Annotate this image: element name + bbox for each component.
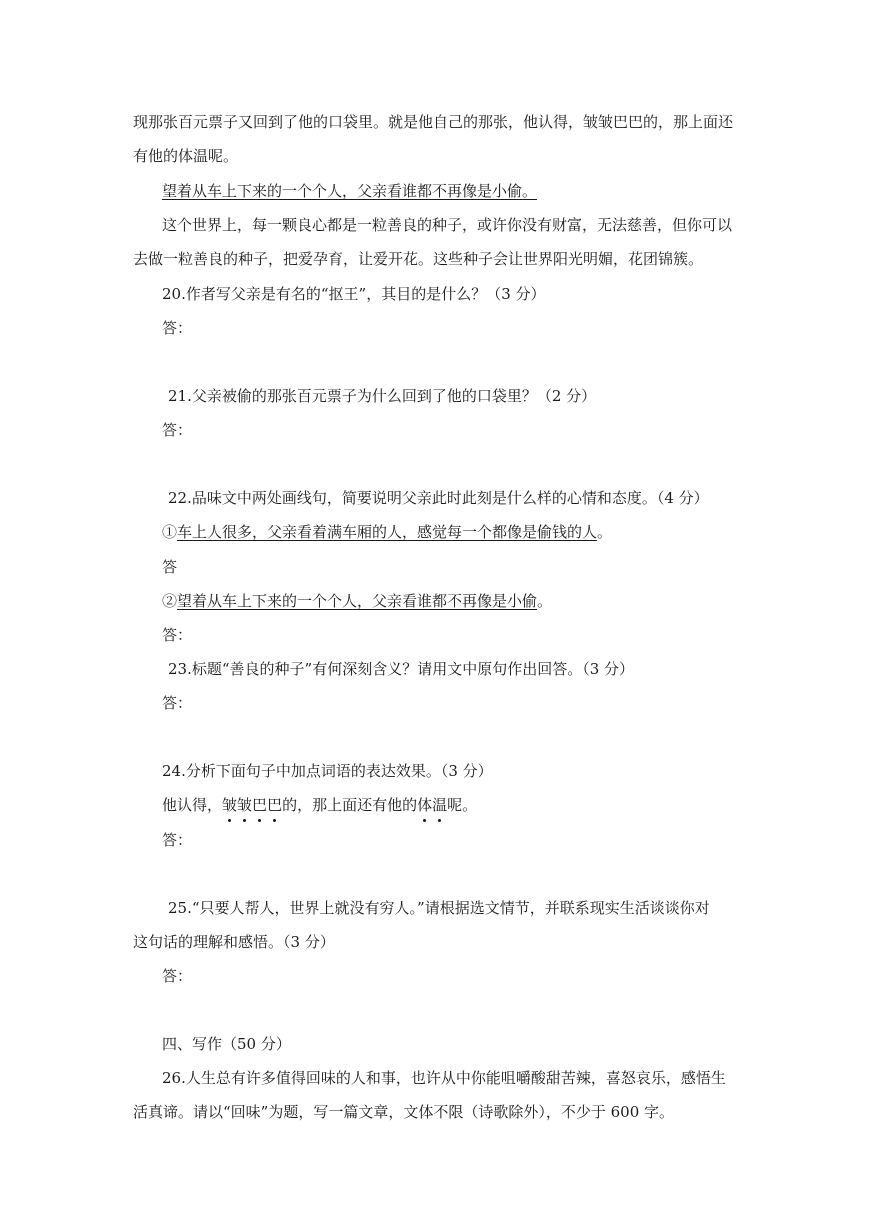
passage-line: 这个世界上，每一颗良心都是一粒善良的种子，或许你没有财富，无法慈善，但你可以	[162, 216, 733, 234]
dotted-char: 温	[432, 796, 448, 814]
section-heading: 四、写作（50 分）	[162, 1035, 291, 1053]
q22-item-1	[162, 522, 612, 542]
answer-label: 答：	[162, 694, 193, 712]
q22-item-2	[162, 591, 552, 611]
item-number: ②	[162, 592, 178, 610]
q24-sentence	[162, 795, 477, 815]
sentence-part: 的，那上面还有他的	[282, 796, 418, 814]
question-21: 21.父亲被偷的那张百元票子为什么回到了他的口袋里？（2 分）	[168, 387, 597, 405]
answer-label: 答：	[162, 319, 193, 337]
underlined-sentence: 望着从车上下来的一个个人，父亲看谁都不再像是小偷。	[162, 182, 538, 200]
dotted-char: 皱	[222, 796, 238, 814]
question-25-cont: 这句话的理解和感悟。（3 分）	[133, 933, 335, 951]
answer-label: 答	[162, 558, 178, 576]
answer-label: 答：	[162, 967, 193, 985]
question-20: 20.作者写父亲是有名的“抠王”，其目的是什么？（3 分）	[162, 285, 546, 303]
sentence-part: 他认得，	[162, 796, 223, 814]
question-23: 23.标题“善良的种子”有何深刻含义？请用文中原句作出回答。（3 分）	[168, 660, 635, 678]
passage-line: 现那张百元票子又回到了他的口袋里。就是他自己的那张，他认得，皱皱巴巴的，那上面还	[133, 113, 734, 131]
answer-label: 答：	[162, 421, 193, 439]
dotted-char: 体	[417, 796, 433, 814]
passage-line: 有他的体温呢。	[133, 147, 239, 165]
underlined-sentence: 望着从车上下来的一个个人，父亲看谁都不再像是小偷	[177, 592, 538, 610]
item-end: 。	[537, 592, 553, 610]
question-24: 24.分析下面句子中加点词语的表达效果。（3 分）	[162, 762, 493, 780]
answer-label: 答：	[162, 626, 193, 644]
dotted-char: 皱	[237, 796, 253, 814]
passage-line: 去做一粒善良的种子，把爱孕育，让爱开花。这些种子会让世界阳光明媚，花团锦簇。	[133, 250, 704, 268]
dotted-char: 巴	[252, 796, 268, 814]
dotted-char: 巴	[267, 796, 283, 814]
question-26: 26.人生总有许多值得回味的人和事，也许从中你能咀嚼酸甜苦辣，喜怒哀乐，感悟生	[162, 1069, 726, 1087]
sentence-part: 呢。	[447, 796, 478, 814]
question-22: 22.品味文中两处画线句，简要说明父亲此时此刻是什么样的心情和态度。（4 分）	[168, 489, 709, 507]
item-number: ①	[162, 523, 178, 541]
question-26-cont: 活真谛。请以“回味”为题，写一篇文章，文体不限（诗歌除外），不少于 600 字。	[133, 1103, 675, 1121]
answer-label: 答：	[162, 831, 193, 849]
item-end: 。	[597, 523, 613, 541]
underlined-sentence: 车上人很多，父亲看着满车厢的人，感觉每一个都像是偷钱的人	[177, 523, 598, 541]
question-25: 25.“只要人帮人，世界上就没有穷人。”请根据选文情节，并联系现实生活谈谈你对	[168, 899, 710, 917]
